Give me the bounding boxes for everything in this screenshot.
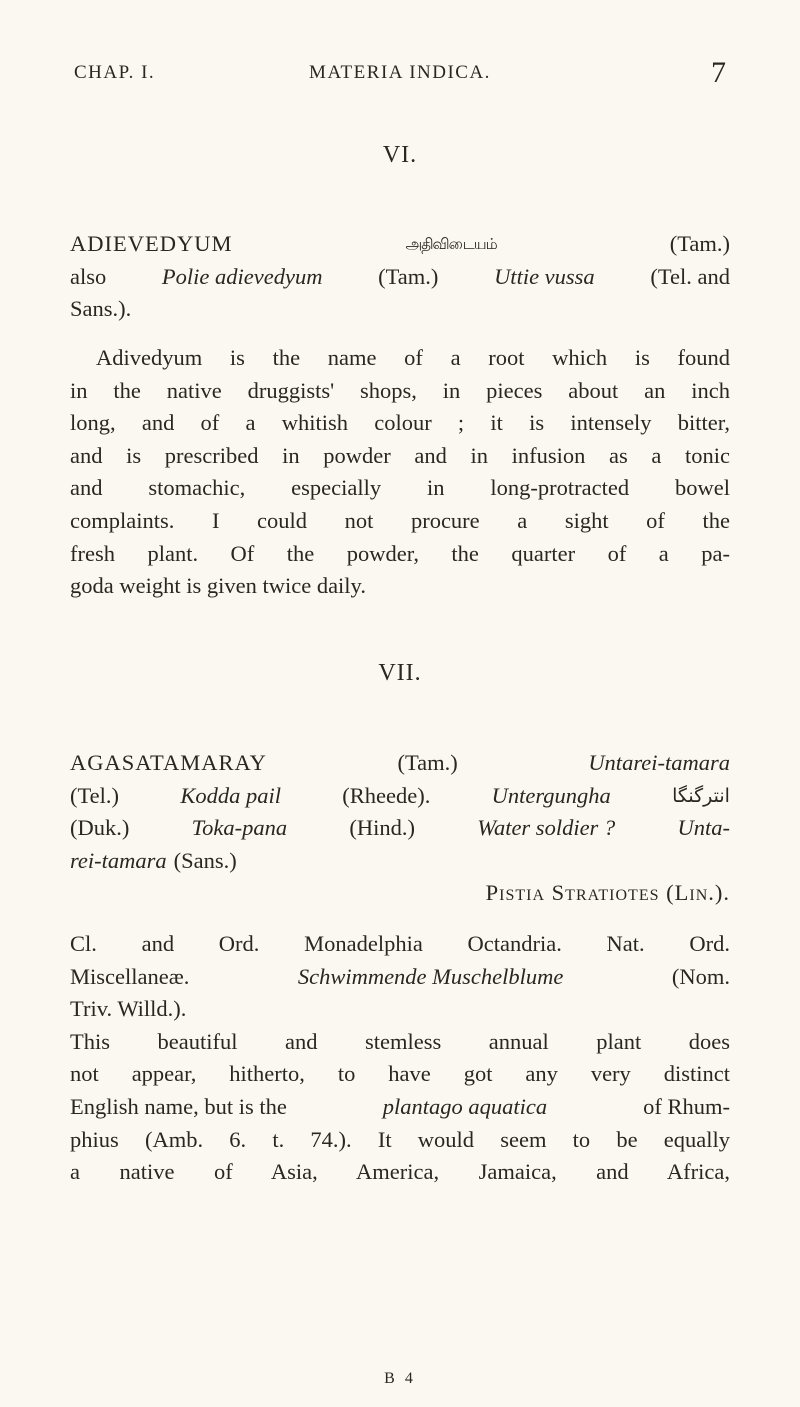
paragraph-line	[70, 472, 730, 505]
language-tag: (Tam.)	[397, 750, 458, 775]
description-text: a native of Asia, America, Jamaica, and Africa,	[70, 1159, 730, 1185]
paragraph-text: goda weight is given twice daily.	[70, 573, 366, 599]
synonym-name: Kodda pail	[180, 782, 281, 808]
tamil-script-name: அதிவிடையம்	[405, 235, 497, 253]
language-tag: (Duk.)	[70, 815, 130, 841]
synonym-name: Toka-pana	[191, 815, 288, 841]
language-tag: Sans.).	[70, 296, 132, 322]
synonym-name: Polie adievedyum	[161, 263, 323, 289]
language-tag: (Tam.)	[378, 263, 439, 289]
order-name: Miscellaneæ.	[70, 963, 190, 989]
text-line	[70, 845, 730, 878]
text-line	[70, 261, 730, 294]
classification-text: Cl. and Ord. Monadelphia Octandria. Nat. Ord.	[70, 931, 730, 956]
text-line	[70, 1091, 730, 1124]
synonym-name: Untarei-tamara	[588, 750, 730, 775]
text-line	[70, 1124, 730, 1157]
botanical-name: Pistia Stratiotes (Lin.).	[485, 880, 730, 906]
text-line	[70, 1026, 730, 1059]
description-text: English name, but is the	[70, 1093, 287, 1119]
text-line	[70, 961, 730, 994]
text-line	[70, 993, 730, 1026]
text-line	[70, 747, 730, 780]
paragraph-text: Adivedyum is the name of a root which is found	[96, 345, 730, 370]
description-text: This beautiful and stemless annual plant does	[70, 1028, 730, 1054]
paragraph-text: long, and of a whitish colour ; it is intensely bitter,	[70, 410, 730, 436]
language-tag: (Tel.)	[70, 782, 120, 808]
paragraph-text: and is prescribed in powder and in infusion as a tonic	[70, 442, 730, 468]
text-line	[70, 293, 730, 326]
description-text: phius (Amb. 6. t. 74.). It would seem to be equally	[70, 1126, 730, 1152]
text-line	[70, 928, 730, 961]
description-text: of Rhum-	[643, 1093, 730, 1119]
language-tag: (Tel. and	[650, 263, 730, 289]
text-line	[70, 780, 730, 813]
paragraph-text: complaints. I could not procure a sight of the	[70, 507, 730, 533]
source-tag: (Rheede).	[342, 782, 431, 808]
synonym-name: Unta-	[677, 815, 730, 841]
synonym-name: Water soldier ?	[477, 815, 616, 841]
urdu-script-name: انترگنگا	[672, 784, 730, 807]
language-tag: (Sans.)	[173, 847, 237, 873]
german-name: Schwimmende Muschelblume	[297, 963, 564, 989]
section-vii-heading	[70, 747, 730, 910]
paragraph-line	[70, 407, 730, 440]
synonym-prefix: also	[70, 263, 107, 289]
synonym-name: rei-tamara	[70, 847, 167, 873]
signature-mark: B 4	[384, 1370, 416, 1387]
running-header	[74, 56, 726, 98]
classification-paragraph	[70, 928, 730, 1189]
paragraph-line	[70, 375, 730, 408]
paragraph-line	[70, 538, 730, 571]
section-vi-paragraph	[70, 342, 730, 603]
description-text: not appear, hitherto, to have got any very distinct	[70, 1061, 730, 1087]
paragraph-text: fresh plant. Of the powder, the quarter of a pa-	[70, 540, 730, 566]
page-number: 7	[711, 56, 726, 89]
latin-name: plantago aquatica	[382, 1093, 548, 1119]
paragraph-text: in the native druggists' shops, in pieces about an inch	[70, 377, 730, 403]
entry-name: ADIEVEDYUM	[70, 231, 233, 256]
running-title: MATERIA INDICA.	[309, 62, 491, 83]
text-line	[70, 1156, 730, 1189]
synonym-name: Uttie vussa	[494, 263, 595, 289]
reference-tag: (Nom.	[671, 963, 730, 989]
text-line	[70, 228, 730, 261]
entry-name: AGASATAMARAY	[70, 750, 267, 775]
language-tag: (Tam.)	[669, 231, 730, 256]
paragraph-line	[70, 440, 730, 473]
section-vi-numeral: VI.	[382, 142, 418, 168]
paragraph-line	[70, 505, 730, 538]
text-line	[70, 812, 730, 845]
section-vii-numeral: VII.	[378, 660, 422, 686]
reference-tag: Triv. Willd.).	[70, 996, 187, 1022]
synonym-name: Untergungha	[491, 782, 611, 808]
language-tag: (Hind.)	[349, 815, 415, 841]
chapter-label: CHAP. I.	[74, 62, 156, 83]
section-vi-heading	[70, 228, 730, 326]
paragraph-line	[70, 570, 730, 603]
text-line	[70, 1058, 730, 1091]
paragraph-text: and stomachic, especially in long-protracted bowel	[70, 475, 730, 501]
paragraph-line	[70, 342, 730, 375]
text-line	[70, 877, 730, 910]
